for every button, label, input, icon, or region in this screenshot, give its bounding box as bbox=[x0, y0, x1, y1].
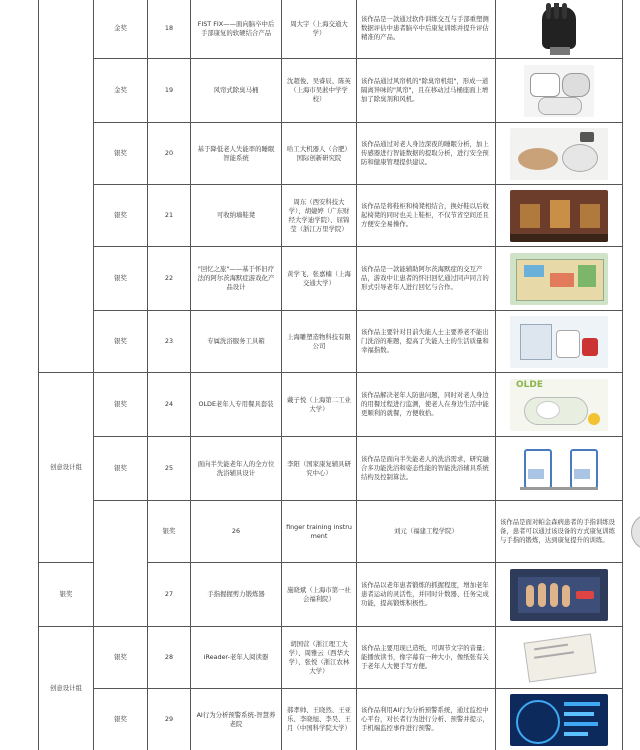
number-cell: 26 bbox=[191, 501, 282, 563]
number-cell: 29 bbox=[148, 689, 191, 750]
bath-aid-image bbox=[510, 443, 608, 495]
work-name-cell: iReader-老年人阅读器 bbox=[191, 627, 282, 689]
description-cell: 该作品解决老年人防患问题，同时对老人身边的用餐过程进行监测，使老人在身边生活中能更顺利的就餐，方便收拾。 bbox=[357, 373, 496, 437]
category-cell: 创意设计组 bbox=[39, 373, 94, 563]
image-cell bbox=[496, 247, 623, 311]
tableware-image: OLDE bbox=[510, 379, 608, 431]
award-cell: 银奖 bbox=[94, 311, 148, 373]
table-row bbox=[39, 437, 623, 501]
author-cell: 哈工大机器人（合肥）国际创新研究院 bbox=[282, 123, 357, 185]
description-cell: 该作品通过对老人身边深夜的睡眠分析，加上传感器进行智能数据的提取分析，进行安全预防和健康管理提供建议。 bbox=[357, 123, 496, 185]
author-cell: 施晓斌（上海市第一社会福利院） bbox=[282, 563, 357, 627]
author-cell: 沈超俊、吴睿辰、陈英（上海市吴淞中学学校） bbox=[282, 59, 357, 123]
description-cell: 该作品是一款能辅助阿尔茨海默症的交互产品，游戏中让患者的怀旧回忆通过同声同言的形式引导老年人进行回忆与合作。 bbox=[357, 247, 496, 311]
category-cell: 创意设计组 bbox=[39, 627, 94, 750]
work-name-cell: 可收纳墙鞋凳 bbox=[191, 185, 282, 247]
image-cell bbox=[496, 59, 623, 123]
work-name-cell: 手指握握剪力锻炼器 bbox=[191, 563, 282, 627]
image-cell bbox=[496, 123, 623, 185]
award-cell: 银奖 bbox=[94, 247, 148, 311]
number-cell: 27 bbox=[148, 563, 191, 627]
work-name-cell: 专属洗浴服务工具箱 bbox=[191, 311, 282, 373]
description-cell: 该作品是面向半失能老人的洗浴需求，研究融合多功能洗浴和姿态性能的智能洗浴辅具系统结构及控制算法。 bbox=[357, 437, 496, 501]
author-cell: 郝孝帅、王晓然、王亚乐、李晓旭、李昊、王月（中国科学院大学） bbox=[282, 689, 357, 750]
image-cell bbox=[496, 373, 623, 437]
ai-monitor-image bbox=[510, 694, 608, 746]
work-name-cell: FIST FIX——面向脑卒中后手部康复的软硬结合产品 bbox=[191, 0, 282, 59]
image-cell bbox=[496, 0, 623, 59]
award-cell: 银奖 bbox=[94, 185, 148, 247]
description-cell: 该作品通过风帘机的"除臭帘机组"，形成一道隔离异味的"风帘"，且在移动过马桶座面上增加了除臭剂和风机。 bbox=[357, 59, 496, 123]
image-cell bbox=[496, 563, 623, 627]
description-cell: 该作品主要用现已造纸，可调节文字的音量；能播放读书，像字幕有一种大小，像纸张有关于老年人大便手写方便。 bbox=[357, 627, 496, 689]
number-cell: 21 bbox=[148, 185, 191, 247]
description-cell: 该作品是面对帕金森病患者的手指训练设备，患者可以通过该设备的方式康复训练与手指的锻炼，达到康复提升的训练。 bbox=[496, 501, 623, 563]
description-cell: 该作品利用AI行为分析预警系统，通过监控中心平台，对长者行为进行分析、预警并提示，手机端监控事件进行预警。 bbox=[357, 689, 496, 750]
work-name-cell: "回忆之旅"——基于怀旧疗法的阿尔茨海默症游戏化产品设计 bbox=[191, 247, 282, 311]
description-cell: 该作品以老年患者锻炼的抓握程度，增加老年患者运动的灵活性，并同时计数器、任务完成功能，提高锻炼积极性。 bbox=[357, 563, 496, 627]
table-row bbox=[39, 123, 623, 185]
description-cell: 该作品主要针对目前失能人士主要养老不能出门洗浴的难题，提高了失能人士的生活质量和幸福指数。 bbox=[357, 311, 496, 373]
table-row bbox=[39, 185, 623, 247]
bath-kit-image bbox=[510, 316, 608, 368]
description-cell: 该作品是一款通过软件训练交互与手部重塑测数据评估中患者脑卒中后康复训练并提升评估精准的产品。 bbox=[357, 0, 496, 59]
grip-trainer-image bbox=[510, 569, 608, 621]
table-row bbox=[39, 0, 623, 59]
author-cell: 上海雕塑造物科技有限公司 bbox=[282, 311, 357, 373]
number-cell: 22 bbox=[148, 247, 191, 311]
award-cell: 银奖 bbox=[148, 501, 191, 563]
ereader-image bbox=[510, 632, 608, 684]
category-cell bbox=[39, 0, 94, 373]
number-cell: 19 bbox=[148, 59, 191, 123]
author-cell: 黄学飞、张嘉楠（上海交通大学） bbox=[282, 247, 357, 311]
number-cell: 20 bbox=[148, 123, 191, 185]
work-name-cell: 面向半失能老年人的全方位洗浴辅具设计 bbox=[191, 437, 282, 501]
award-cell: 银奖 bbox=[94, 437, 148, 501]
author-cell: 周大宇（上海交通大学） bbox=[282, 0, 357, 59]
number-cell: 28 bbox=[148, 627, 191, 689]
sleep-device-image bbox=[510, 128, 608, 180]
work-name-cell: finger training instrument bbox=[282, 501, 357, 563]
table-row bbox=[39, 627, 623, 689]
table-row bbox=[39, 311, 623, 373]
award-cell: 银奖 bbox=[94, 689, 148, 750]
award-cell: 银奖 bbox=[39, 563, 94, 627]
table-row bbox=[39, 689, 623, 750]
image-cell bbox=[496, 627, 623, 689]
table-row bbox=[39, 59, 623, 123]
finger-trainer-image bbox=[627, 506, 640, 558]
number-cell: 24 bbox=[148, 373, 191, 437]
award-cell: 金奖 bbox=[94, 59, 148, 123]
image-cell bbox=[496, 689, 623, 750]
work-name-cell: 基于降低老人失能率的睡眠智能系统 bbox=[191, 123, 282, 185]
author-cell: 胡国营（浙江理工大学）、周雅云（西华大学）、张悦（浙江农林大学） bbox=[282, 627, 357, 689]
table-row bbox=[39, 501, 623, 563]
image-cell bbox=[496, 437, 623, 501]
description-cell: 该作品是将鞋柜和椅凳相结合，换好鞋以后收起椅凳的同时也关上鞋柜，不仅节省空间还且方便安全易操作。 bbox=[357, 185, 496, 247]
number-cell: 23 bbox=[148, 311, 191, 373]
image-cell bbox=[496, 185, 623, 247]
number-cell: 18 bbox=[148, 0, 191, 59]
table-row bbox=[39, 373, 623, 437]
award-cell: 金奖 bbox=[94, 0, 148, 59]
toilet-image bbox=[524, 65, 594, 117]
table-row bbox=[39, 247, 623, 311]
board-game-image bbox=[510, 253, 608, 305]
robotic-hand-image bbox=[510, 3, 608, 55]
author-cell: 戴子悦（上海第二工业大学） bbox=[282, 373, 357, 437]
image-cell bbox=[496, 311, 623, 373]
work-name-cell: 风帘式除臭马桶 bbox=[191, 59, 282, 123]
work-name-cell: OLDE老年人专用餐具套装 bbox=[191, 373, 282, 437]
author-cell: 李阳（国家康复辅具研究中心） bbox=[282, 437, 357, 501]
work-name-cell: AI行为分析预警系统-智慧养老院 bbox=[191, 689, 282, 750]
author-cell: 周东（西安科技大学）、胡婕婷（广东财经大学迪学院）、屈锦莹（浙江万里学院） bbox=[282, 185, 357, 247]
number-cell: 25 bbox=[148, 437, 191, 501]
awards-table bbox=[38, 0, 623, 750]
award-cell: 银奖 bbox=[94, 373, 148, 437]
award-cell: 银奖 bbox=[94, 123, 148, 185]
award-cell: 银奖 bbox=[94, 627, 148, 689]
category-cell bbox=[94, 501, 148, 627]
author-cell: 刘元（福建工程学院） bbox=[357, 501, 496, 563]
wall-shelf-image bbox=[510, 190, 608, 242]
